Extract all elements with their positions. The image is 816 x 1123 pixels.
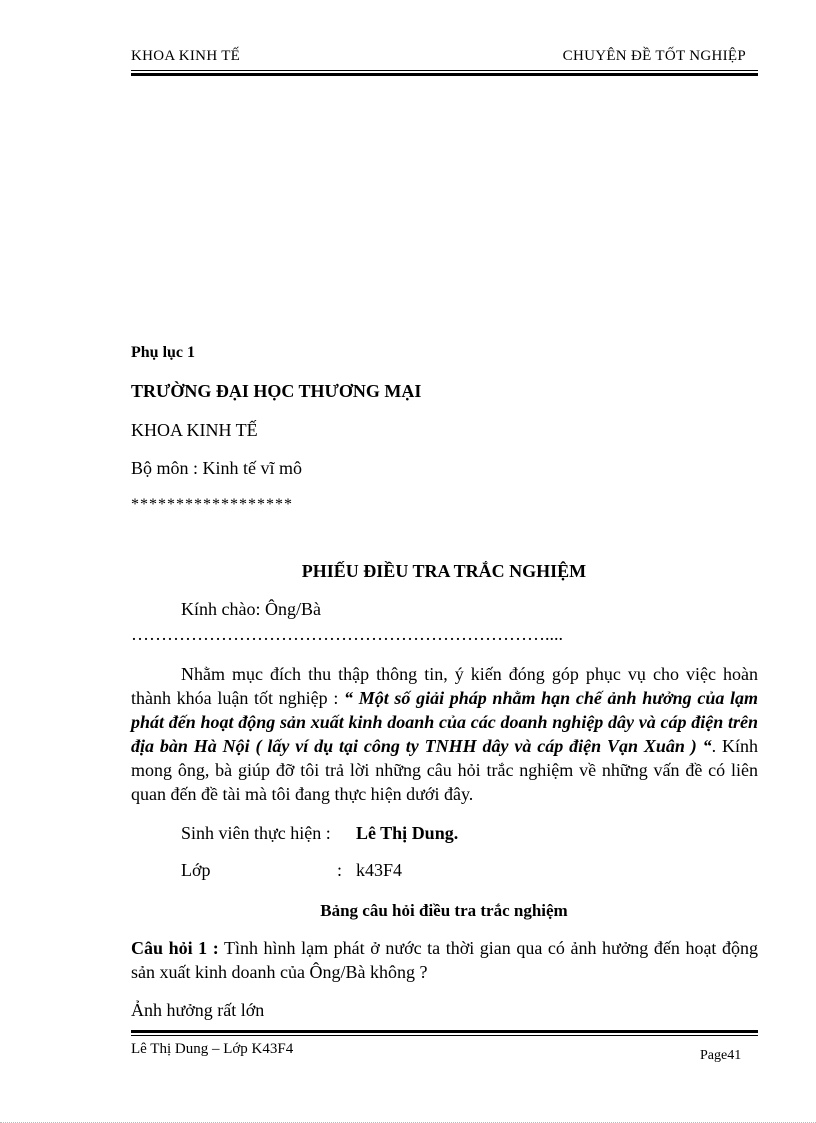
intro-lead: Nhằm mục đích thu thập thông tin, ý kiến đóng góp phục vụ cho việc hoàn thành khóa luận tốt nghiệp : — [131, 664, 758, 708]
student-label: Sinh viên thực hiện : — [181, 823, 331, 843]
thesis-title: “ Một số giải pháp nhằm hạn chế ảnh hưởng của lạm phát đến hoạt động sản xuất kinh doanh của các doanh nghiệp dây và cáp điện trên địa bàn Hà Nội ( lấy ví dụ tại công ty TNHH dây và cáp điện Vạn Xuân ) “ — [131, 688, 759, 756]
question-table-title: Bảng câu hỏi điều tra trắc nghiệm — [320, 901, 568, 920]
header-right: CHUYÊN ĐỀ TỐT NGHIỆP — [562, 48, 746, 64]
form-title: PHIẾU ĐIỀU TRA TRẮC NGHIỆM — [301, 561, 587, 581]
class-colon: : — [337, 860, 343, 880]
university-name: TRƯỜNG ĐẠI HỌC THƯƠNG MẠI — [131, 381, 422, 401]
department-name: Bộ môn : Kinh tế vĩ mô — [131, 458, 302, 478]
faculty-name: KHOA KINH TẾ — [131, 420, 258, 440]
footer-left: Lê Thị Dung – Lớp K43F4 — [131, 1041, 294, 1057]
header-rule-thick — [131, 73, 758, 76]
stars-separator: ****************** — [131, 496, 293, 513]
question-1 — [131, 936, 758, 984]
question-1-label: Câu hỏi 1 : — [131, 938, 219, 958]
appendix-label: Phụ lục 1 — [131, 344, 196, 361]
student-name: Lê Thị Dung. — [356, 823, 459, 843]
dotted-line: …………………………………………………………….... — [131, 624, 563, 644]
option-1: Ảnh hưởng rất lớn — [131, 1000, 265, 1020]
greeting: Kính chào: Ông/Bà — [181, 599, 321, 619]
intro-tail: . Kính mong ông, bà giúp đỡ tôi trả lời những câu hỏi trắc nghiệm về những vấn đề có liên quan đến đề tài mà tôi đang thực hiện dưới đây. — [131, 736, 758, 804]
footer-rule-thin — [131, 1035, 758, 1036]
class-label: Lớp — [181, 860, 211, 880]
footer-rule-thick — [131, 1030, 758, 1033]
header-left: KHOA KINH TẾ — [131, 48, 241, 64]
footer-page-number: Page41 — [700, 1048, 742, 1063]
class-value: k43F4 — [356, 860, 403, 880]
question-1-text: Tình hình lạm phát ở nước ta thời gian qua có ảnh hưởng đến hoạt động sản xuất kinh doanh của Ông/Bà không ? — [131, 938, 758, 982]
intro-paragraph — [131, 662, 758, 806]
header-rule-thin — [131, 70, 758, 71]
